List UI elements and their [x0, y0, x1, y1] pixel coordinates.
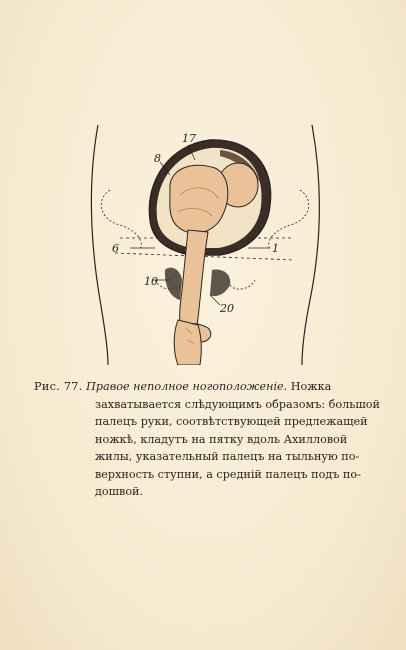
anatomical-illustration — [60, 120, 350, 365]
caption-line-5: жилы, указательный палецъ на тыльную по- — [95, 450, 360, 463]
caption-line-6: верхность ступни, а средній палецъ подъ по- — [95, 467, 361, 481]
caption-line-3: палецъ руки, соотвѣтствующей предлежащей — [95, 415, 368, 428]
figure-number: Рис. 77. — [34, 380, 83, 393]
caption-line-2: захватывается слѣдующимъ образомъ: большой — [95, 397, 380, 411]
figure-caption — [34, 378, 380, 501]
caption-line-1 — [34, 378, 364, 396]
label-1: 1 — [272, 242, 279, 255]
caption-line-7: дошвой. — [95, 485, 144, 498]
caption-title: Правое неполное ногоположеніе. — [86, 380, 288, 393]
caption-line-4: ножкѣ, кладутъ на пятку вдоль Ахилловой — [95, 432, 348, 446]
illustration-svg — [60, 120, 350, 365]
label-6: 6 — [112, 242, 119, 255]
label-8: 8 — [154, 152, 161, 165]
caption-text-0: Ножка — [290, 380, 332, 393]
label-10: 10 — [144, 275, 158, 288]
label-17: 17 — [182, 132, 196, 145]
label-20: 20 — [220, 302, 234, 315]
